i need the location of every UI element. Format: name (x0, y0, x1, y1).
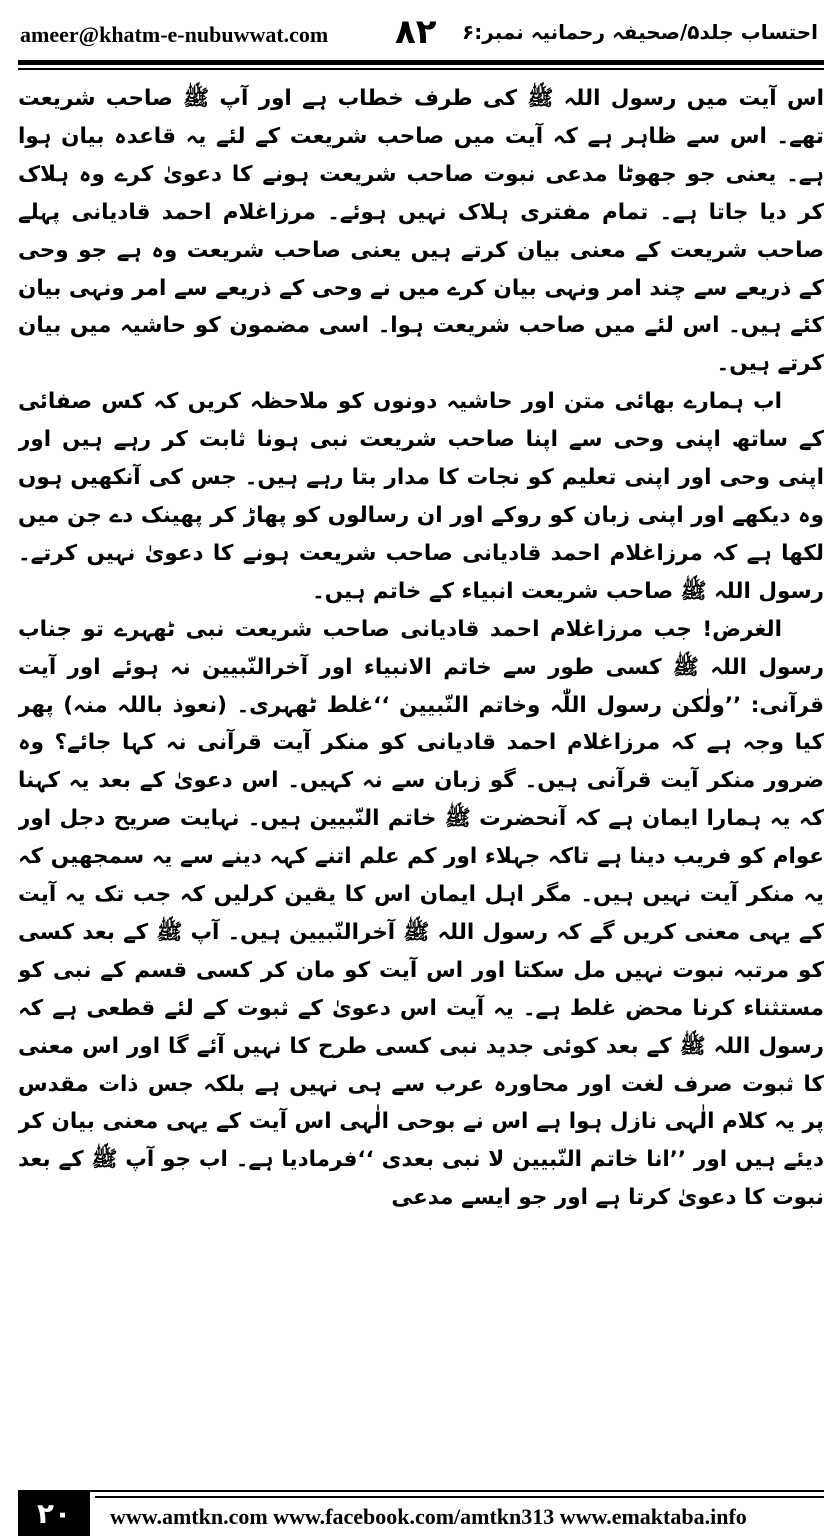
paragraph-2: اب ہمارے بھائی متن اور حاشیہ دونوں کو ملاحظہ کریں کہ کس صفائی کے ساتھ اپنی وحی سے اپنا صاحب شریعت نبی ہونا ثابت کر رہے ہیں اور اپنی وحی اور اپنی تعلیم کو نجات کا مدار بتا رہے ہیں۔ جس کی آنکھیں ہوں وہ دیکھے اور اپنی زبان کو روکے اور ان رسالوں کو پھاڑ کر پھینک دے جن میں لکھا ہے کہ مرزاغلام احمد قادیانی صاحب شریعت ہونے کا دعویٰ نہیں کرتے۔ رسول اللہ ﷺ صاحب شریعت انبیاء کے خاتم ہیں۔ (18, 389, 824, 604)
footer-links: www.amtkn.com www.facebook.com/amtkn313 www.emaktaba.info (110, 1504, 747, 1529)
header-journal-title: احتساب جلد۵/صحیفہ رحمانیہ نمبر:۶ (462, 20, 818, 44)
footer-page-number: ۲۰ (18, 1492, 90, 1536)
page-header (0, 0, 840, 64)
body-text (18, 80, 824, 1470)
header-rule-thick (18, 60, 824, 65)
header-rule-thin (18, 68, 824, 70)
footer-rule-secondary (95, 1496, 824, 1498)
header-page-number: ۸۲ (395, 12, 437, 52)
footer-rule (18, 1490, 824, 1492)
paragraph-3: الغرض! جب مرزاغلام احمد قادیانی صاحب شریعت نبی ٹھہرے تو جناب رسول اللہ ﷺ کسی طور سے خاتم الانبیاء اور آخرالنّبیین نہ ہوئے اور آیت قرآنی: ’’ولٰکن رسول اللّٰہ وخاتم النّبیین ‘‘غلط ٹھہری۔ (نعوذ باللہ منہ) پھر کیا وجہ ہے کہ مرزاغلام احمد قادیانی کو منکر آیت قرآنی نہ کہا جائے؟ وہ ضرور منکر آیت قرآنی ہیں۔ گو زبان سے نہ کہیں۔ اس دعویٰ کے بعد یہ کہنا کہ یہ ہمارا ایمان ہے کہ آنحضرت ﷺ خاتم النّبیین ہیں۔ نہایت صریح دجل اور عوام کو فریب دینا ہے تاکہ جہلاء اور کم علم اتنے کہہ دینے سے یہ سمجھیں کہ یہ منکر آیت نہیں ہیں۔ مگر اہل ایمان اس کا یقین کرلیں کہ جب تک یہ آیت کے یہی معنی کریں گے کہ رسول اللہ ﷺ آخرالنّبیین ہیں۔ آپ ﷺ کے بعد کسی کو مرتبہ نبوت نہیں مل سکتا اور اس آیت کو مان کر کسی قسم کے نبی کو مستثناء کرنا محض غلط ہے۔ یہ آیت اس دعویٰ کے ثبوت کے لئے قطعی ہے کہ رسول اللہ ﷺ کے بعد کوئی جدید نبی کسی طرح کا نہیں آئے گا اور اس معنی کا ثبوت صرف لغت اور محاورہ عرب سے ہی نہیں ہے بلکہ جس ذات مقدس پر یہ کلام الٰہی نازل ہوا ہے اس نے بوحی الٰہی اس آیت کے یہی معنی بیان کر دیئے ہیں اور ’’انا خاتم النّبیین لا نبی بعدی ‘‘فرمادیا ہے۔ اب جو آپ ﷺ کے بعد نبوت کا دعویٰ کرتا ہے اور جو ایسے مدعی (18, 616, 824, 1211)
paragraph-1: اس آیت میں رسول اللہ ﷺ کی طرف خطاب ہے اور آپ ﷺ صاحب شریعت تھے۔ اس سے ظاہر ہے کہ آیت میں صاحب شریعت کے لئے یہ قاعدہ بیان ہوا ہے۔ یعنی جو جھوٹا مدعی نبوت صاحب شریعت ہونے کا دعویٰ کرے وہ ہلاک کر دیا جاتا ہے۔ تمام مفتری ہلاک نہیں ہوئے۔ مرزاغلام احمد قادیانی پہلے صاحب شریعت کے معنی بیان کرتے ہیں یعنی صاحب شریعت وہ ہے جو وحی کے ذریعے سے چند امر ونہی بیان کرے میں نے وحی کے ذریعے سے امر ونہی بیان کئے ہیں۔ اس لئے میں صاحب شریعت ہوا۔ اسی مضمون کو حاشیہ میں بیان کرتے ہیں۔ (18, 86, 824, 377)
page-footer (0, 1490, 840, 1540)
header-email: ameer@khatm-e-nubuwwat.com (20, 22, 329, 47)
